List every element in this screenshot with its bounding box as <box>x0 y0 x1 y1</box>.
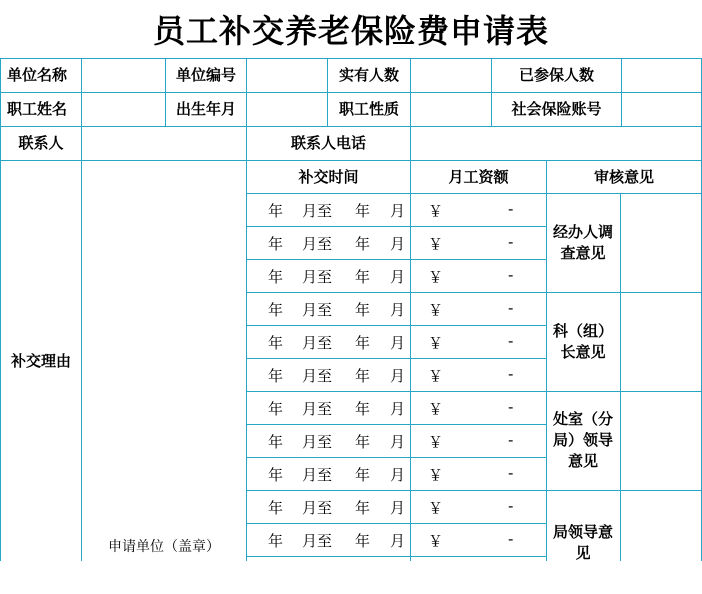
year-label: 年 <box>355 466 371 484</box>
amount-dash: - <box>508 398 514 416</box>
employee-name-label: 职工姓名 <box>7 100 68 118</box>
month-label: 月 <box>390 301 406 319</box>
month-to-label: 月至 <box>302 235 333 253</box>
month-label: 月 <box>390 433 406 451</box>
employee-name-field[interactable] <box>82 93 165 126</box>
period-row <box>0 424 702 457</box>
reason-label: 补交理由 <box>10 351 71 370</box>
period-row <box>0 259 702 292</box>
month-label: 月 <box>390 268 406 286</box>
currency-symbol: ￥ <box>428 499 444 517</box>
unit-code-field[interactable] <box>247 59 327 92</box>
month-to-label: 月至 <box>302 433 333 451</box>
amount-dash: - <box>508 266 514 284</box>
month-label: 月 <box>390 202 406 220</box>
currency-symbol: ￥ <box>428 301 444 319</box>
actual-count-label: 实有人数 <box>338 66 399 84</box>
review-header: 审核意见 <box>593 167 654 186</box>
year-label: 年 <box>268 334 284 352</box>
amount-dash: - <box>508 365 514 383</box>
month-to-label: 月至 <box>302 268 333 286</box>
birth-month-label: 出生年月 <box>175 100 236 118</box>
period-row <box>0 523 702 556</box>
month-label: 月 <box>390 532 406 550</box>
year-label: 年 <box>268 400 284 418</box>
period-row <box>0 325 702 358</box>
currency-symbol: ￥ <box>428 334 444 352</box>
period-row <box>0 391 702 424</box>
year-label: 年 <box>355 433 371 451</box>
currency-symbol: ￥ <box>428 268 444 286</box>
month-label: 月 <box>390 400 406 418</box>
month-label: 月 <box>390 334 406 352</box>
month-to-label: 月至 <box>302 466 333 484</box>
currency-symbol: ￥ <box>428 466 444 484</box>
contact-field[interactable] <box>82 127 246 160</box>
year-label: 年 <box>268 367 284 385</box>
amount-dash: - <box>508 464 514 482</box>
insured-count-label: 已参保人数 <box>518 66 594 84</box>
amount-dash: - <box>508 299 514 317</box>
review-group-label: 局领导意见 <box>553 523 614 562</box>
contact-phone-field[interactable] <box>411 127 701 160</box>
currency-symbol: ￥ <box>428 433 444 451</box>
month-to-label: 月至 <box>302 202 333 220</box>
social-account-label: 社会保险账号 <box>511 100 602 118</box>
month-to-label: 月至 <box>302 334 333 352</box>
wage-header: 月工资额 <box>448 167 509 186</box>
actual-count-field[interactable] <box>411 59 491 92</box>
unit-name-field[interactable] <box>82 59 165 92</box>
amount-dash: - <box>508 200 514 218</box>
currency-symbol: ￥ <box>428 235 444 253</box>
year-label: 年 <box>355 499 371 517</box>
year-label: 年 <box>268 532 284 550</box>
month-to-label: 月至 <box>302 499 333 517</box>
period-row <box>0 226 702 259</box>
period-row <box>0 193 702 226</box>
review-group-label: 处室（分局）领导意见 <box>553 410 614 470</box>
month-label: 月 <box>390 235 406 253</box>
currency-symbol: ￥ <box>428 367 444 385</box>
employee-type-label: 职工性质 <box>338 100 399 118</box>
review-group-label: 科（组）长意见 <box>553 321 614 361</box>
amount-dash: - <box>508 530 514 548</box>
insured-count-field[interactable] <box>622 59 701 92</box>
year-label: 年 <box>355 301 371 319</box>
period-row <box>0 358 702 391</box>
month-label: 月 <box>390 499 406 517</box>
amount-dash: - <box>508 332 514 350</box>
month-to-label: 月至 <box>302 532 333 550</box>
year-label: 年 <box>355 334 371 352</box>
employee-type-field[interactable] <box>411 93 491 126</box>
year-label: 年 <box>268 268 284 286</box>
year-label: 年 <box>355 235 371 253</box>
amount-dash: - <box>508 233 514 251</box>
amount-dash: - <box>508 497 514 515</box>
unit-name-label: 单位名称 <box>7 66 68 84</box>
month-to-label: 月至 <box>302 301 333 319</box>
year-label: 年 <box>355 532 371 550</box>
month-label: 月 <box>390 367 406 385</box>
form-title: 员工补交养老保险费申请表 <box>152 12 549 50</box>
currency-symbol: ￥ <box>428 532 444 550</box>
year-label: 年 <box>268 499 284 517</box>
currency-symbol: ￥ <box>428 202 444 220</box>
social-account-field[interactable] <box>622 93 701 126</box>
review-group-label: 经办人调查意见 <box>553 222 614 262</box>
year-label: 年 <box>268 466 284 484</box>
year-label: 年 <box>355 400 371 418</box>
contact-label: 联系人 <box>18 134 64 152</box>
year-label: 年 <box>268 235 284 253</box>
month-to-label: 月至 <box>302 400 333 418</box>
period-row <box>0 490 702 523</box>
applicant-seal-label: 申请单位（盖章） <box>108 538 220 555</box>
period-row <box>0 292 702 325</box>
year-label: 年 <box>355 367 371 385</box>
year-label: 年 <box>268 433 284 451</box>
period-row <box>0 457 702 490</box>
period-header: 补交时间 <box>298 167 359 186</box>
unit-code-label: 单位编号 <box>175 66 236 84</box>
year-label: 年 <box>268 202 284 220</box>
year-label: 年 <box>355 268 371 286</box>
month-label: 月 <box>390 466 406 484</box>
month-to-label: 月至 <box>302 367 333 385</box>
contact-phone-label: 联系人电话 <box>290 134 366 152</box>
grid-line <box>247 556 546 557</box>
birth-month-field[interactable] <box>247 93 327 126</box>
amount-dash: - <box>508 431 514 449</box>
year-label: 年 <box>355 202 371 220</box>
year-label: 年 <box>268 301 284 319</box>
currency-symbol: ￥ <box>428 400 444 418</box>
